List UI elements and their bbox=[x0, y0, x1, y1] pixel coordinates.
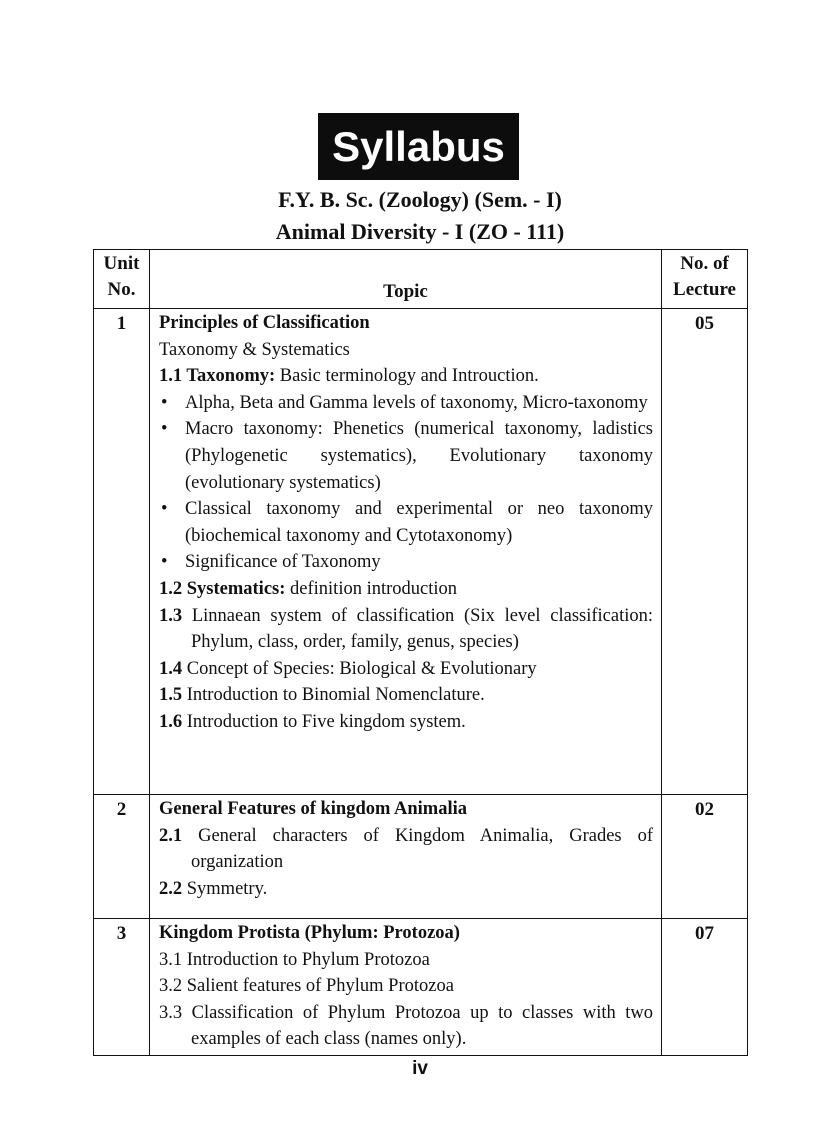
table-row bbox=[94, 795, 748, 919]
topic-line: 1.6 Introduction to Five kingdom system. bbox=[159, 711, 466, 732]
unit-heading: General Features of kingdom Animalia bbox=[159, 799, 467, 819]
topic-line: 1.1 Taxonomy: Basic terminology and Introuction. bbox=[159, 366, 539, 387]
unit-topic-cell bbox=[150, 795, 662, 919]
bullet-icon: • bbox=[161, 392, 168, 413]
bullet-icon: • bbox=[161, 552, 168, 573]
unit-number: 3 bbox=[94, 919, 150, 1056]
bullet-icon: • bbox=[161, 499, 168, 520]
syllabus-title: Syllabus bbox=[318, 113, 519, 180]
topic-line: 1.5 Introduction to Binomial Nomenclature. bbox=[159, 685, 485, 706]
unit-topic-cell bbox=[150, 919, 662, 1056]
topic-line: 1.2 Systematics: definition introduction bbox=[159, 578, 458, 599]
topic-line: 1.4 Concept of Species: Biological & Evolutionary bbox=[159, 658, 537, 679]
topic-line: 2.1 General characters of Kingdom Animalia, Grades of organization bbox=[159, 825, 653, 873]
unit-number: 1 bbox=[94, 309, 150, 795]
topic-line: 2.2 Symmetry. bbox=[159, 878, 268, 899]
lecture-count: 07 bbox=[662, 919, 748, 1056]
topic-header: Topic bbox=[150, 250, 662, 309]
list-item: • Macro taxonomy: Phenetics (numerical taxonomy, ladistics (Phylogenetic systematics), Evolutionary taxonomy (evolutionary systematics) bbox=[159, 416, 653, 496]
syllabus-table bbox=[93, 249, 748, 1056]
topic-line: 3.2 Salient features of Phylum Protozoa bbox=[159, 976, 454, 997]
lecture-count: 02 bbox=[662, 795, 748, 919]
topic-line: 3.1 Introduction to Phylum Protozoa bbox=[159, 949, 430, 970]
bullet-list bbox=[159, 390, 653, 576]
unit-heading: Kingdom Protista (Phylum: Protozoa) bbox=[159, 923, 460, 943]
unit-topic-cell bbox=[150, 309, 662, 795]
unit-number: 2 bbox=[94, 795, 150, 919]
paper-subtitle: Animal Diversity - I (ZO - 111) bbox=[275, 219, 565, 244]
table-header-row bbox=[94, 250, 748, 309]
topic-line: 3.3 Classification of Phylum Protozoa up to classes with two examples of each class (names only). bbox=[159, 1002, 653, 1050]
list-item: • Significance of Taxonomy bbox=[159, 549, 653, 576]
table-row bbox=[94, 309, 748, 795]
unit-no-header: Unit No. bbox=[94, 250, 150, 309]
topic-line: Taxonomy & Systematics bbox=[159, 339, 350, 360]
list-item: • Classical taxonomy and experimental or neo taxonomy (biochemical taxonomy and Cytotaxonomy) bbox=[159, 496, 653, 549]
bullet-icon: • bbox=[161, 419, 168, 440]
list-item: • Alpha, Beta and Gamma levels of taxonomy, Micro-taxonomy bbox=[159, 390, 653, 417]
lecture-count: 05 bbox=[662, 309, 748, 795]
course-subtitle: F.Y. B. Sc. (Zoology) (Sem. - I) bbox=[278, 187, 562, 212]
lecture-header: No. of Lecture bbox=[662, 250, 748, 309]
unit-heading: Principles of Classification bbox=[159, 313, 370, 333]
page-number: iv bbox=[412, 1058, 428, 1079]
table-row bbox=[94, 919, 748, 1056]
topic-line: 1.3 Linnaean system of classification (Six level classification: Phylum, class, order, family, genus, species) bbox=[159, 605, 653, 653]
